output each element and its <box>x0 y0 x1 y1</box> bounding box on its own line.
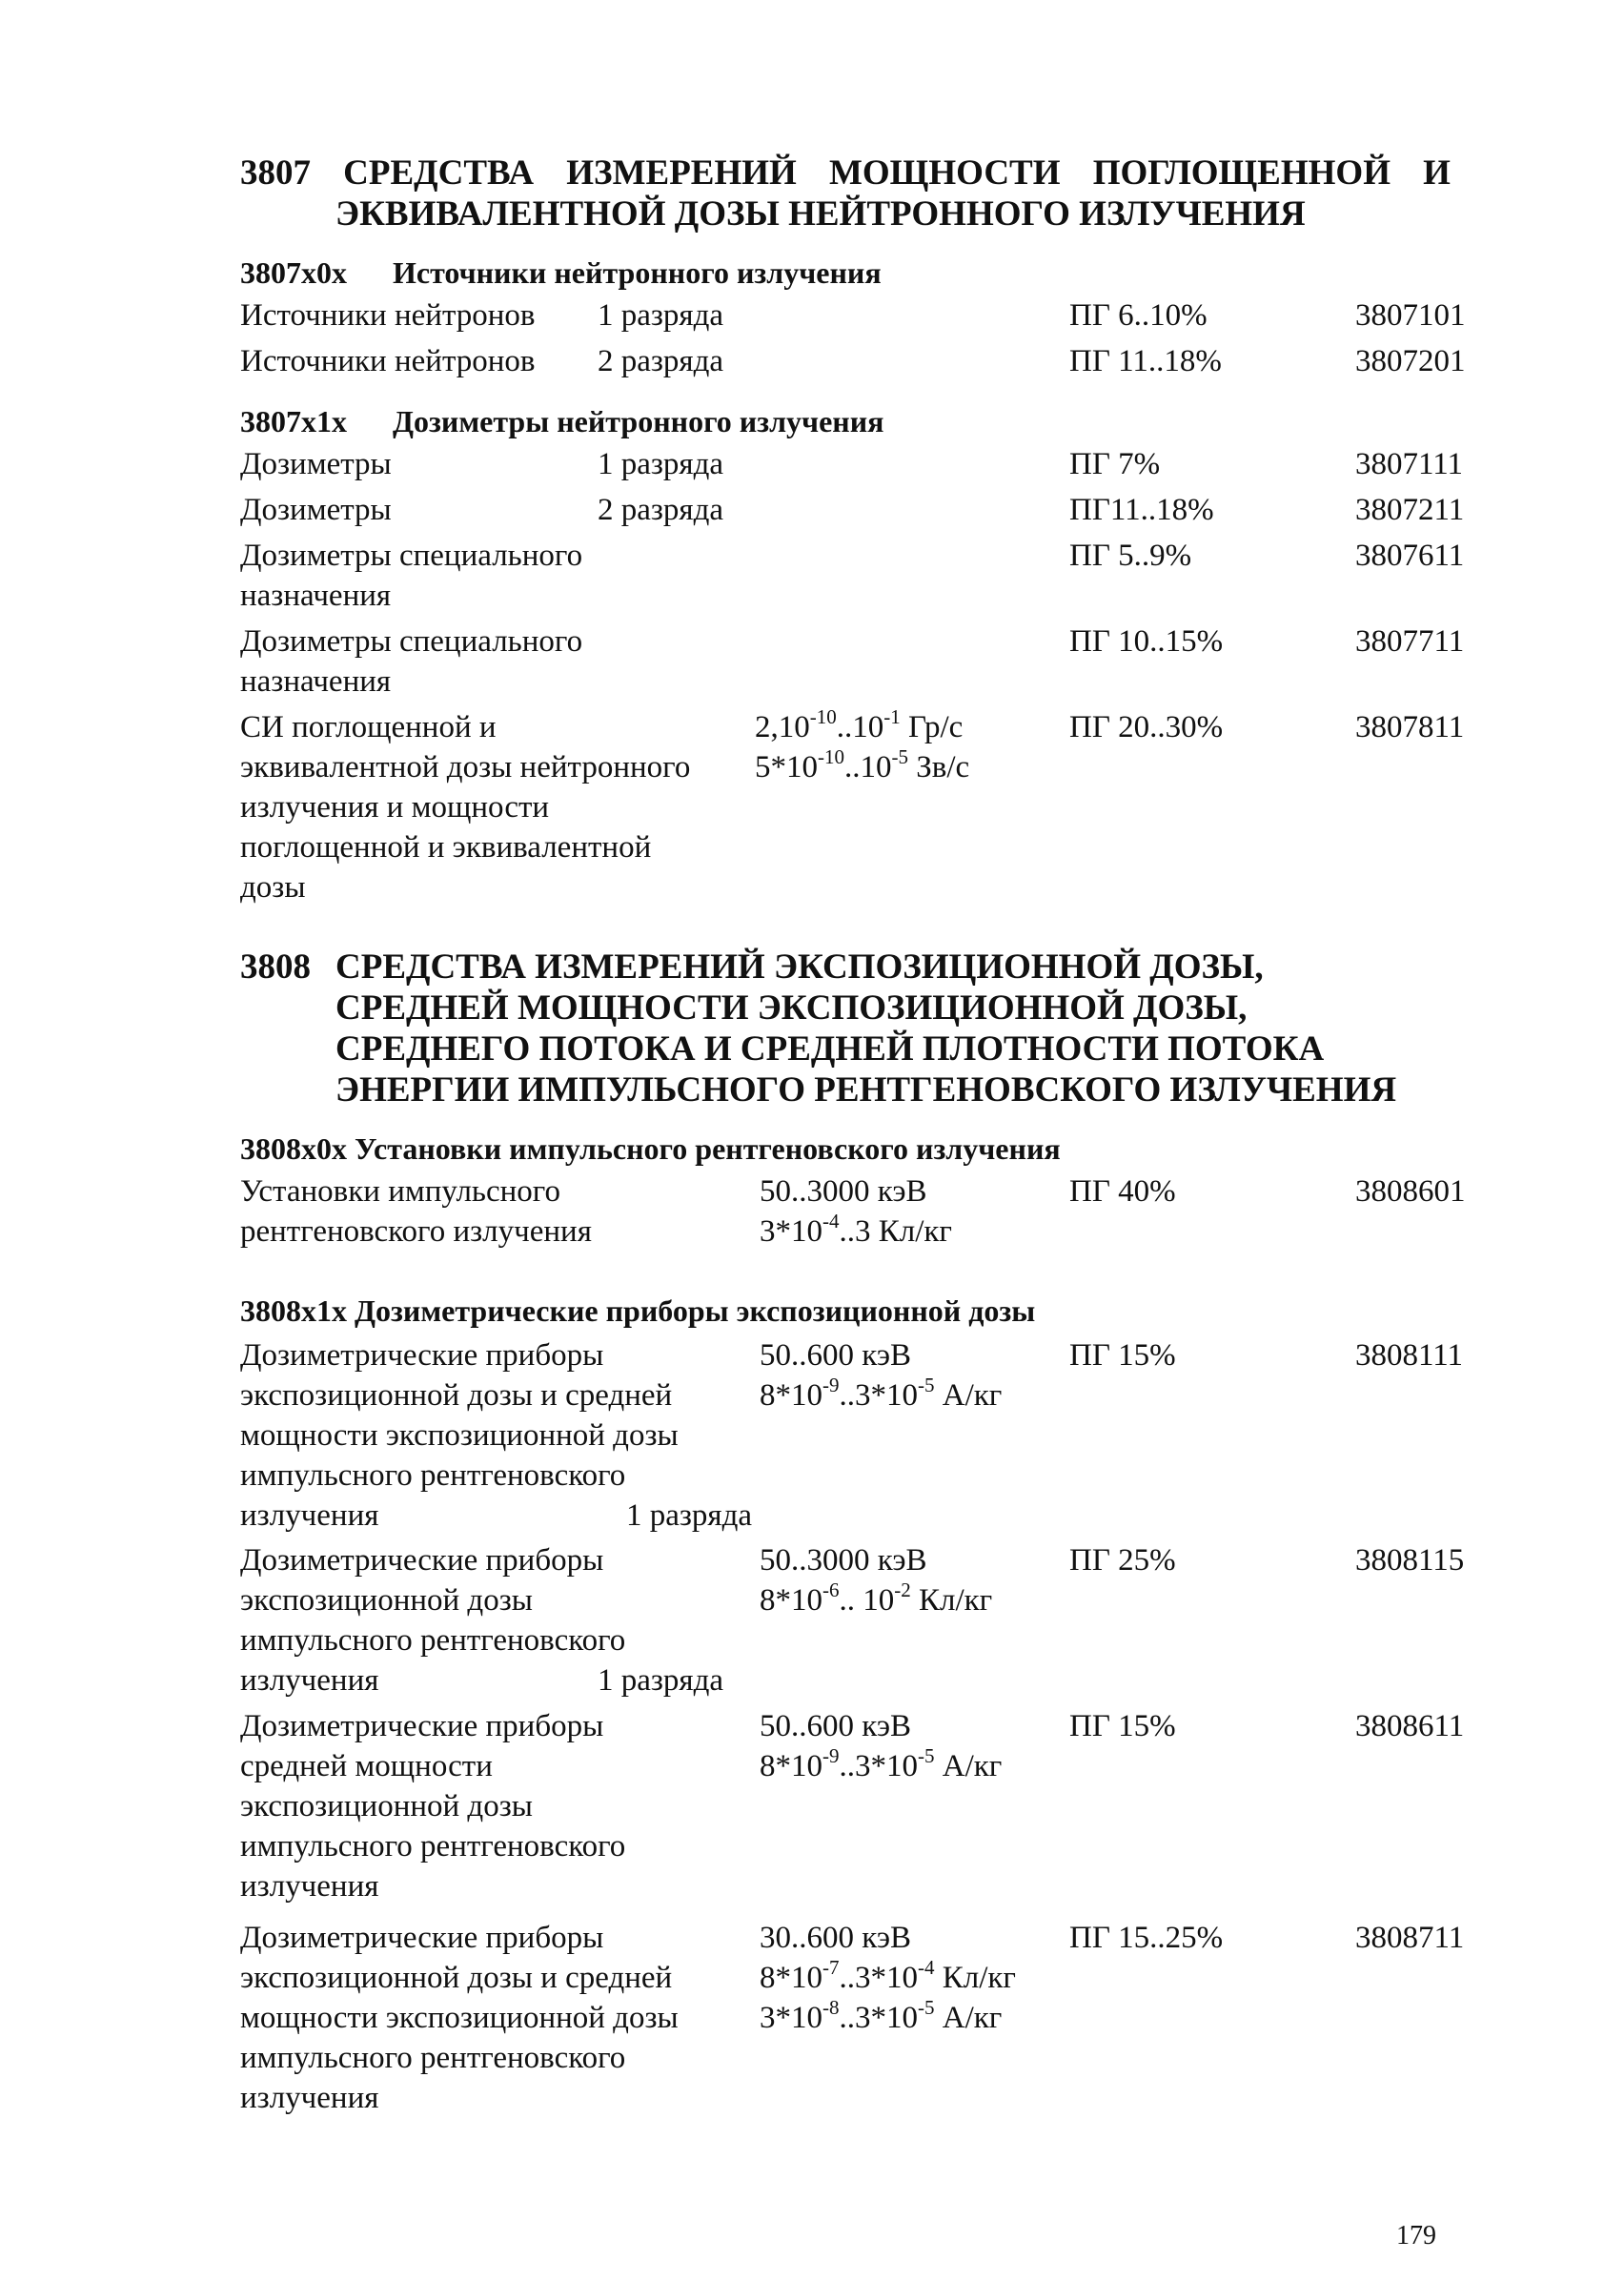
range-base: ..10 <box>844 750 892 784</box>
item-name-line: эквивалентной дозы нейтронного <box>240 750 691 784</box>
section-3807 <box>240 153 1479 912</box>
subsection-3807x0x-heading <box>240 254 1479 292</box>
range-base: ..3*10 <box>839 1378 918 1413</box>
range-base: ..3*10 <box>839 2001 918 2035</box>
table-row <box>240 295 1479 341</box>
item-code: 3808111 <box>1355 1338 1464 1373</box>
range-base: 3*10 <box>760 2001 822 2035</box>
item-name-line: Дозиметрические приборы <box>240 1338 604 1373</box>
section-3807-title-line-2: ЭКВИВАЛЕНТНОЙ ДОЗЫ НЕЙТРОННОГО ИЗЛУЧЕНИЯ <box>335 194 1306 234</box>
table-row <box>240 536 1479 621</box>
range-exponent: -9 <box>822 1744 840 1767</box>
item-name-line: экспозиционной дозы <box>240 1789 533 1823</box>
item-name-line: излучения <box>240 1498 379 1533</box>
item-name <box>240 621 783 702</box>
item-name-line: импульсного рентгеновского <box>240 2041 626 2075</box>
range-exponent: -8 <box>822 1996 840 2019</box>
item-range <box>760 1540 992 1620</box>
item-error: ПГ 15..25% <box>1069 1921 1224 1955</box>
item-class: 1 разряда <box>598 1663 724 1698</box>
section-3808-title-line: СРЕДНЕГО ПОТОКА И СРЕДНЕЙ ПЛОТНОСТИ ПОТОКА <box>335 1029 1325 1069</box>
table-row <box>240 1918 1479 2123</box>
item-range <box>760 1335 1002 1415</box>
table-row <box>240 1335 1479 1540</box>
range-exponent: -2 <box>894 1578 911 1601</box>
item-energy: 50..600 кэВ <box>760 1338 912 1373</box>
range-exponent: -5 <box>918 1744 935 1767</box>
item-name-line: назначения <box>240 579 392 613</box>
item-error: ПГ 5..9% <box>1069 539 1192 573</box>
section-3807-heading <box>240 153 1479 234</box>
item-name-line: излучения <box>240 2081 379 2115</box>
range-exponent: -6 <box>822 1578 840 1601</box>
range-base: 8*10 <box>760 1749 822 1783</box>
range-base: 8*10 <box>760 1378 822 1413</box>
item-energy: 30..600 кэВ <box>760 1921 912 1955</box>
item-name <box>240 536 783 616</box>
range-exponent: -7 <box>822 1956 840 1979</box>
item-code: 3808611 <box>1355 1709 1465 1743</box>
section-3808-heading <box>240 947 1479 1110</box>
range-unit: Гр/с <box>900 710 964 744</box>
item-code: 3808601 <box>1355 1174 1466 1209</box>
range-exponent: -1 <box>883 705 901 728</box>
range-exponent: -4 <box>822 1210 840 1232</box>
subsection-title: Установки импульсного рентгеновского излучения <box>355 1131 1061 1166</box>
item-code: 3808115 <box>1355 1543 1465 1578</box>
item-error: ПГ 15% <box>1069 1709 1176 1743</box>
range-base: ..3*10 <box>839 1749 918 1783</box>
section-3808-title-line: ЭНЕРГИИ ИМПУЛЬСНОГО РЕНТГЕНОВСКОГО ИЗЛУЧЕНИЯ <box>335 1070 1397 1110</box>
range-exponent: -10 <box>818 745 844 768</box>
item-name-line: Дозиметры специального <box>240 624 583 659</box>
item-code: 3807611 <box>1355 539 1465 573</box>
item-error: ПГ 10..15% <box>1069 624 1224 659</box>
item-error: ПГ 15% <box>1069 1338 1176 1373</box>
item-class: 2 разряда <box>598 344 724 378</box>
item-name-line: дозы <box>240 870 306 905</box>
item-name-line: Дозиметрические приборы <box>240 1709 604 1743</box>
page-number: 179 <box>1396 2221 1436 2250</box>
table-row <box>240 1540 1479 1706</box>
item-error: ПГ 40% <box>1069 1174 1176 1209</box>
section-3808 <box>240 947 1479 2123</box>
item-error: ПГ 6..10% <box>1069 298 1208 333</box>
range-line <box>760 1212 952 1252</box>
item-class: 1 разряда <box>598 447 724 481</box>
range-base: 8*10 <box>760 1583 822 1618</box>
item-name-line: импульсного рентгеновского <box>240 1458 626 1493</box>
subsection-3808x0x-heading <box>240 1130 1479 1168</box>
item-name-line: экспозиционной дозы и средней <box>240 1378 673 1413</box>
range-base: 3*10 <box>760 1214 822 1249</box>
range-base: ..10 <box>836 710 884 744</box>
item-code: 3807101 <box>1355 298 1466 333</box>
item-name <box>240 707 783 907</box>
item-energy: 50..3000 кэВ <box>760 1543 927 1578</box>
item-energy: 50..3000 кэВ <box>760 1174 927 1209</box>
range-exponent: -10 <box>809 705 837 728</box>
item-class: 2 разряда <box>598 493 724 527</box>
subsection-3808x1x-heading <box>240 1292 1479 1330</box>
section-3808-title-line: СРЕДСТВА ИЗМЕРЕНИЙ ЭКСПОЗИЦИОННОЙ ДОЗЫ, <box>335 947 1264 987</box>
item-name-line: излучения и мощности <box>240 790 550 825</box>
range-unit: Зв/с <box>908 750 970 784</box>
range-base: ..3*10 <box>839 1961 918 1995</box>
range-exponent: -9 <box>822 1374 840 1396</box>
range-exponent: -5 <box>918 1996 935 2019</box>
section-3808-title-line: СРЕДНЕЙ МОЩНОСТИ ЭКСПОЗИЦИОННОЙ ДОЗЫ, <box>335 988 1248 1028</box>
item-name-line: поглощенной и эквивалентной <box>240 830 652 865</box>
item-range <box>760 1171 952 1252</box>
subsection-title: Дозиметры нейтронного излучения <box>393 404 884 438</box>
section-3807-code: 3807 <box>240 153 311 193</box>
table-row <box>240 707 1479 912</box>
item-name-line: средней мощности <box>240 1749 493 1783</box>
range-unit: Кл/кг <box>870 1214 952 1249</box>
item-name-line: импульсного рентгеновского <box>240 1829 626 1863</box>
range-line <box>760 1958 1016 1998</box>
item-name-line: мощности экспозиционной дозы <box>240 1418 679 1453</box>
item-range <box>760 1918 1016 2038</box>
table-row <box>240 444 1479 490</box>
range-exponent: -5 <box>891 745 908 768</box>
item-range <box>755 707 969 787</box>
item-name: Дозиметры <box>240 447 392 481</box>
item-name: Дозиметры <box>240 493 392 527</box>
item-name-line: мощности экспозиционной дозы <box>240 2001 679 2035</box>
item-error: ПГ 20..30% <box>1069 710 1224 744</box>
item-name-line: СИ поглощенной и <box>240 710 497 744</box>
subsection-code: 3808x0x <box>240 1131 347 1166</box>
range-base: 8*10 <box>760 1961 822 1995</box>
item-name-line: экспозиционной дозы и средней <box>240 1961 673 1995</box>
item-code: 3808711 <box>1355 1921 1465 1955</box>
item-name-line: Установки импульсного <box>240 1174 560 1209</box>
item-class: 1 разряда <box>598 298 724 333</box>
table-row <box>240 1706 1479 1918</box>
item-name: Источники нейтронов <box>240 298 536 333</box>
range-base: 5*10 <box>755 750 818 784</box>
range-base: .. 10 <box>839 1583 895 1618</box>
range-line <box>760 1746 1002 1786</box>
table-row <box>240 490 1479 536</box>
range-base: ..3 <box>839 1214 871 1249</box>
item-name-line: Дозиметры специального <box>240 539 583 573</box>
range-unit: А/кг <box>934 1378 1003 1413</box>
table-row <box>240 341 1479 387</box>
subsection-code: 3807x0x <box>240 255 347 290</box>
subsection-3807x1x-heading <box>240 402 1479 440</box>
subsection-code: 3808x1x <box>240 1293 347 1328</box>
item-error: ПГ 11..18% <box>1069 344 1222 378</box>
item-energy: 50..600 кэВ <box>760 1709 912 1743</box>
item-code: 3807711 <box>1355 624 1465 659</box>
item-class: 1 разряда <box>626 1498 753 1533</box>
range-base: 2,10 <box>755 710 810 744</box>
subsection-code: 3807x1x <box>240 404 347 438</box>
table-row <box>240 1171 1479 1292</box>
item-code: 3807111 <box>1355 447 1464 481</box>
item-name: Источники нейтронов <box>240 344 536 378</box>
item-code: 3807211 <box>1355 493 1465 527</box>
range-line <box>755 747 969 787</box>
item-name <box>240 1171 783 1252</box>
item-error: ПГ11..18% <box>1069 493 1214 527</box>
range-line <box>755 707 969 747</box>
item-name-line: излучения <box>240 1663 379 1698</box>
item-name-line: излучения <box>240 1869 379 1904</box>
range-unit: А/кг <box>934 2001 1003 2035</box>
table-row <box>240 621 1479 707</box>
item-range <box>760 1706 1002 1786</box>
title-word: И <box>1423 153 1451 193</box>
subsection-title: Источники нейтронного излучения <box>393 255 882 290</box>
range-unit: Кл/кг <box>910 1583 993 1618</box>
range-line <box>760 1998 1016 2038</box>
range-unit: Кл/кг <box>934 1961 1016 1995</box>
item-name <box>240 1706 783 1906</box>
title-word: МОЩНОСТИ <box>828 153 1061 193</box>
range-line <box>760 1580 992 1620</box>
section-3807-title-line-1 <box>240 153 1451 193</box>
item-code: 3807811 <box>1355 710 1465 744</box>
title-word: ИЗМЕРЕНИЙ <box>566 153 797 193</box>
title-word: ПОГЛОЩЕННОЙ <box>1092 153 1391 193</box>
item-name-line: назначения <box>240 664 392 699</box>
range-exponent: -5 <box>918 1374 935 1396</box>
title-word: СРЕДСТВА <box>343 153 535 193</box>
item-name <box>240 1918 783 2118</box>
item-name-line: экспозиционной дозы <box>240 1583 533 1618</box>
item-name-line: Дозиметрические приборы <box>240 1543 604 1578</box>
subsection-title: Дозиметрические приборы экспозиционной дозы <box>355 1293 1036 1328</box>
item-code: 3807201 <box>1355 344 1466 378</box>
item-name-line: рентгеновского излучения <box>240 1214 592 1249</box>
item-error: ПГ 7% <box>1069 447 1161 481</box>
range-exponent: -4 <box>918 1956 935 1979</box>
range-unit: А/кг <box>934 1749 1003 1783</box>
item-name-line: импульсного рентгеновского <box>240 1623 626 1658</box>
range-line <box>760 1375 1002 1415</box>
item-error: ПГ 25% <box>1069 1543 1176 1578</box>
section-3808-code: 3808 <box>240 947 311 987</box>
item-name-line: Дозиметрические приборы <box>240 1921 604 1955</box>
